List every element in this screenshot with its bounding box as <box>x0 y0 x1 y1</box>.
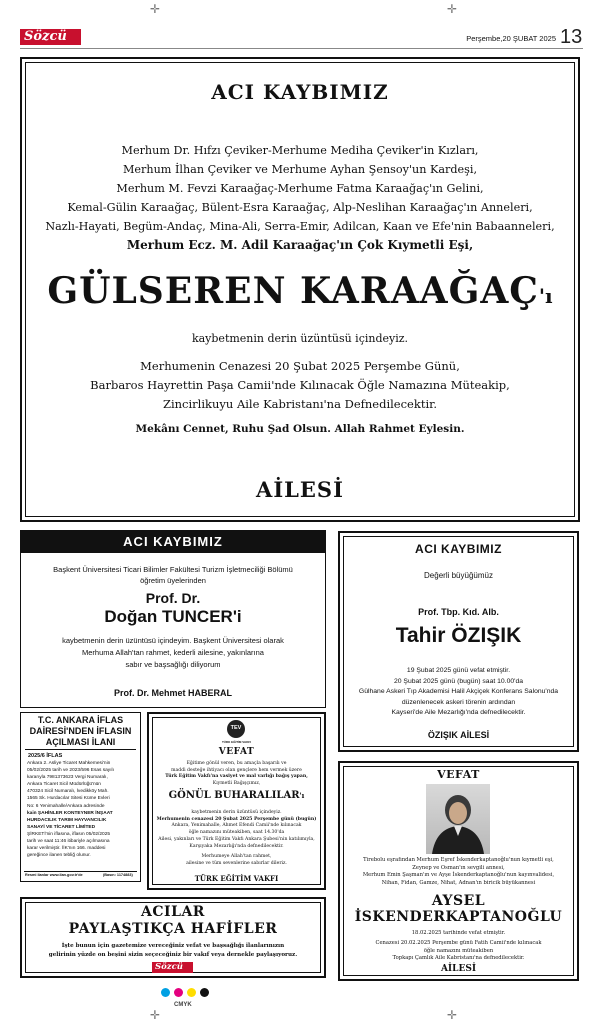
body-line: kain ŞAHİNLER KONTEYNER İNŞAAT <box>27 810 113 816</box>
footer-rule <box>24 871 137 872</box>
logo-text: Sözcü <box>24 29 67 44</box>
tev-ad-heading: VEFAT <box>218 747 255 757</box>
tuncer-obituary-ad <box>20 530 326 708</box>
cmyk-swatches <box>161 988 221 998</box>
main-ad-loss-line: kaybetmenin derin üzüntüsü içindeyiz. <box>191 332 409 345</box>
registration-mark-bottom-right: ✛ <box>447 1008 458 1022</box>
body-line: kaybetmenin derin üzüntüsü içindeyim. Başkent Üniversitesi olarak <box>62 636 284 645</box>
body-line: kaybetmenin derin üzüntüsü içindeyiz. <box>191 810 282 815</box>
relation-line: Kemal-Gülin Karaağaç, Bülent-Esra Karaağaç, Alp-Neslihan Karaağaç'ın Anneleri, <box>67 201 533 214</box>
tev-obituary-ad <box>147 712 326 890</box>
deceased-first-name: AYSEL <box>431 893 486 909</box>
deceased-name: GÜLSEREN KARAAĞAÇ <box>47 270 539 312</box>
promo-body-line: İşte bunun için gazetemize vereceğiniz vefat ve başsağlığı ilanlarınızın <box>61 943 285 949</box>
tev-org-small: TÜRK EĞİTİM VAKFI <box>221 740 252 744</box>
tuncer-ad-signature: Prof. Dr. Mehmet HABERAL <box>113 688 232 698</box>
tev-ad-name <box>149 790 324 801</box>
page-number: 13 <box>560 26 583 48</box>
body-line: Kayseri'de Aile Mezarlığı'nda defnedilecektir. <box>391 709 526 716</box>
intro-line: öğretim üyelerinden <box>140 576 206 585</box>
funeral-line: Cenazesi 20.02.2025 Perşembe günü Fatih Camii'nde kılınacak <box>375 940 542 946</box>
cmyk-label: CMYK <box>174 1002 192 1008</box>
iskenderkaptanoglu-obituary-ad <box>338 761 579 981</box>
intro-line: Kıymetli Bağışçımız, <box>212 781 261 787</box>
body-line: ailesine ve tüm sevenlerine sabırlar dileriz. <box>186 860 287 866</box>
body-line: tarih ve saat 11:46 itibariyle açılmasına <box>27 839 110 845</box>
main-ad-relations <box>22 141 578 236</box>
funeral-line: Merhumenin Cenazesi 20 Şubat 2025 Perşembe Günü, <box>140 359 460 373</box>
promo-title-line: PAYLAŞTIKÇA HAFİFLER <box>68 921 278 937</box>
main-ad-funeral <box>22 357 578 414</box>
aysel-ad-body <box>340 857 577 887</box>
body-line: gereğince ilanen tebliğ olunur. <box>27 853 91 859</box>
body-line: 05/02/2025 tarih ve 2023/596 Esas sayılı <box>27 768 114 774</box>
body-line: Merhumenin cenazesi 20 Şubat 2025 Perşembe günü (bugün) <box>156 816 317 822</box>
deceased-name: Doğan TUNCER <box>104 607 233 626</box>
deceased-surname: İSKENDERKAPTANOĞLU <box>354 909 563 925</box>
body-line: No: 6 Yenimahalle/Ankara adresinde <box>27 803 105 809</box>
deceased-name-suffix: 'i <box>232 607 242 626</box>
acilar-paylastikca-promo <box>20 897 326 978</box>
body-line: Ankara, Yenimahalle, Ahmet Efendi Camii'nde kılınacak <box>171 823 302 829</box>
ozisik-ad-title: Prof. Tbp. Kıd. Alb. <box>418 607 499 617</box>
newspaper-logo <box>20 29 81 45</box>
body-line: Nihan, Fidan, Gamze, Nihat, Adnan'ın biricik büyükannesi <box>381 879 536 886</box>
registration-mark-top-right: ✛ <box>447 2 458 16</box>
title-line: AÇILMASI İLANI <box>45 737 116 747</box>
title-line: DAİRESİ'NDEN İFLASIN <box>29 726 132 736</box>
main-obituary-ad <box>20 57 580 522</box>
deceased-name-suffix: 'ı <box>299 791 305 800</box>
funeral-line: öğle namazını müteakiben <box>423 947 494 954</box>
body-line: 470324 Sicil Numaralı, İvedikköy Mah. <box>27 789 109 795</box>
header-date: Perşembe,20 ŞUBAT 2025 <box>466 34 556 43</box>
body-line: Ankara Ticaret Sicil Müdürlüğü'nün <box>27 782 101 788</box>
deceased-portrait-photo <box>426 784 490 854</box>
registration-mark-top-left: ✛ <box>150 2 161 16</box>
body-line: Merhum Emin Şaşman'ın ve Ayşe İskenderkaptanoğlu'nun kayınvalidesi, <box>362 872 555 879</box>
promo-title-line: ACILAR <box>141 904 205 920</box>
bankruptcy-footer-left: Resmi ilanlar www.ilan.gov.tr'de <box>25 873 83 877</box>
body-line: Ankara 2. Asliye Ticaret Mahkemesi'nin <box>27 761 111 766</box>
main-ad-heading: ACI KAYBIMIZ <box>211 80 389 104</box>
bankruptcy-ref: 2025/6 İFLAS <box>28 753 63 759</box>
tuncer-ad-name <box>21 607 325 627</box>
funeral-line: Barbaros Hayrettin Paşa Camii'nde Kılınacak Öğle Namazına Müteakip, <box>90 378 510 392</box>
bankruptcy-footer-right: (Basın: 1174883) <box>103 873 133 877</box>
deceased-name-suffix: 'ı <box>538 284 553 308</box>
tuncer-ad-title: Prof. Dr. <box>145 590 201 606</box>
main-ad-spouse-line: Merhum Ecz. M. Adil Karaağaç'ın Çok Kıymetli Eşi, <box>126 238 474 252</box>
tev-ad-signature: TÜRK EĞİTİM VAKFI <box>194 874 279 883</box>
promo-logo <box>152 962 193 973</box>
main-ad-prayer: Mekânı Cennet, Ruhu Şad Olsun. Allah Rahmet Eylesin. <box>135 423 465 435</box>
tev-ad-body <box>149 810 324 868</box>
intro-line: Eğitime gönül veren, bu amaçla başarılı ve <box>186 761 287 766</box>
aysel-ad-funeral <box>340 940 577 963</box>
intro-line: Başkent Üniversitesi Ticari Bilimler Fakültesi Turizm İşletmeciliği Bölümü <box>53 565 293 574</box>
body-line: Merhuma Allah'tan rahmet, kederli ailesine, yakınlarına <box>82 648 264 657</box>
registration-mark-bottom-left: ✛ <box>150 1008 161 1022</box>
body-line: SANAYİ VE TİCARET LİMİTED <box>27 824 96 830</box>
promo-body-line: gelirinin yüzde on beşini sizin seçeceğiniz bir vakıf veya dernekle paylaşıyoruz. <box>48 951 298 958</box>
aysel-ad-date: 18.02.2025 tarihinde vefat etmiştir. <box>411 930 506 936</box>
body-line: düzenlenecek askeri törenin ardından <box>401 698 516 706</box>
ozisik-ad-signature: ÖZIŞIK AİLESİ <box>427 730 490 740</box>
body-line: HURDACILIK TARIM HAYVANCILIK <box>27 817 107 823</box>
yellow-swatch <box>187 988 196 997</box>
tev-logo-text: TEV <box>230 725 242 731</box>
funeral-line: Topkapı Çamlık Aile Kabristanı'na defnedilecektir. <box>392 955 525 962</box>
header-rule <box>20 48 583 49</box>
tuncer-ad-intro <box>21 564 325 586</box>
promo-logo-text: Sözcü <box>155 962 183 972</box>
funeral-line: Zincirlikuyu Aile Kabristanı'na Defnedilecektir. <box>162 397 438 411</box>
ozisik-ad-intro: Değerli büyüğümüz <box>424 571 493 580</box>
deceased-name: GÖNÜL BUHARALILAR <box>168 790 300 801</box>
body-line: Zeynep ve Osman'ın sevgili annesi, <box>412 864 505 871</box>
body-line: Gülhane Askeri Tıp Akademisi Halil Akçiçek Konferans Salonu'nda <box>358 688 559 695</box>
promo-title <box>22 904 324 938</box>
body-line: karar verilmiştir. İİK'nın 166. maddesi <box>27 846 106 852</box>
ozisik-ad-heading: ACI KAYBIMIZ <box>415 542 502 556</box>
body-line: kararıyla 7981373623 Vergi Numaralı, <box>27 775 108 781</box>
aysel-ad-signature: AİLESİ <box>440 964 477 974</box>
relation-line: Nazlı-Hayati, Begüm-Andaç, Mina-Ali, Serra-Emir, Adilcan, Kaan ve Efe'nin Babaanneleri, <box>45 220 555 233</box>
title-rule <box>25 749 136 750</box>
portrait-silhouette-icon <box>426 784 490 854</box>
intro-line: maddi desteğe ihtiyacı olan gençlere hem vermek üzere <box>171 767 302 773</box>
relation-line: Merhum İlhan Çeviker ve Merhume Ayhan Şensoy'un Kardeşi, <box>122 163 478 176</box>
ozisik-ad-body <box>340 666 577 719</box>
body-line: ŞİRKETİ'nin iflasına, iflasın 05/02/2025 <box>27 831 111 837</box>
relation-line: Merhum M. Fevzi Karaağaç-Merhume Fatma Karaağaç'ın Gelini, <box>116 182 484 195</box>
body-line: Ailesi, yakınları ve Türk Eğitim Vakfı Ankara Şubesi'nin katılımıyla, <box>158 836 315 842</box>
body-line: öğle namazını müteakiben, saat 14.30'da <box>188 830 285 836</box>
aysel-ad-name <box>340 893 577 925</box>
body-line: sabır ve başsağlığı diliyorum <box>125 660 221 669</box>
main-ad-deceased-name <box>22 270 578 312</box>
title-line: T.C. ANKARA İFLAS <box>37 715 124 725</box>
tuncer-ad-body <box>21 635 325 671</box>
body-line: 1565 Sk. Hurdacılar Sitesi Küme Evleri <box>27 796 110 802</box>
bankruptcy-notice-title <box>21 715 140 748</box>
body-line: 19 Şubat 2025 günü vefat etmiştir. <box>406 667 511 674</box>
body-line: 20 Şubat 2025 günü (bugün) saat 10.00'da <box>393 677 524 685</box>
tuncer-ad-heading: ACI KAYBIMIZ <box>21 531 325 553</box>
aysel-ad-heading: VEFAT <box>437 768 480 781</box>
tev-ad-intro <box>149 761 324 788</box>
magenta-swatch <box>174 988 183 997</box>
body-line: Merhumeye Allah'tan rahmet, <box>201 854 272 860</box>
bankruptcy-body <box>27 760 135 859</box>
promo-body <box>22 942 324 959</box>
cyan-swatch <box>161 988 170 997</box>
intro-line: Türk Eğitim Vakfı'na vasiyet ve mal varlığı bağış yapan, <box>165 774 308 780</box>
black-swatch <box>200 988 209 997</box>
relation-line: Merhum Dr. Hıfzı Çeviker-Merhume Mediha Çeviker'in Kızları, <box>121 144 479 157</box>
main-ad-signature: AİLESİ <box>256 477 344 502</box>
ozisik-obituary-ad <box>338 531 579 752</box>
body-line: Tirebolu eşrafından Merhum Eşref İskenderkaptanoğlu'nun kıymetli eşi, <box>363 857 554 863</box>
ozisik-ad-name: Tahir ÖZIŞIK <box>395 624 522 647</box>
body-line: Karşıyaka Mezarlığı'nda defnedilecektir. <box>189 843 284 849</box>
tev-logo <box>227 720 245 738</box>
bankruptcy-notice <box>20 712 141 882</box>
